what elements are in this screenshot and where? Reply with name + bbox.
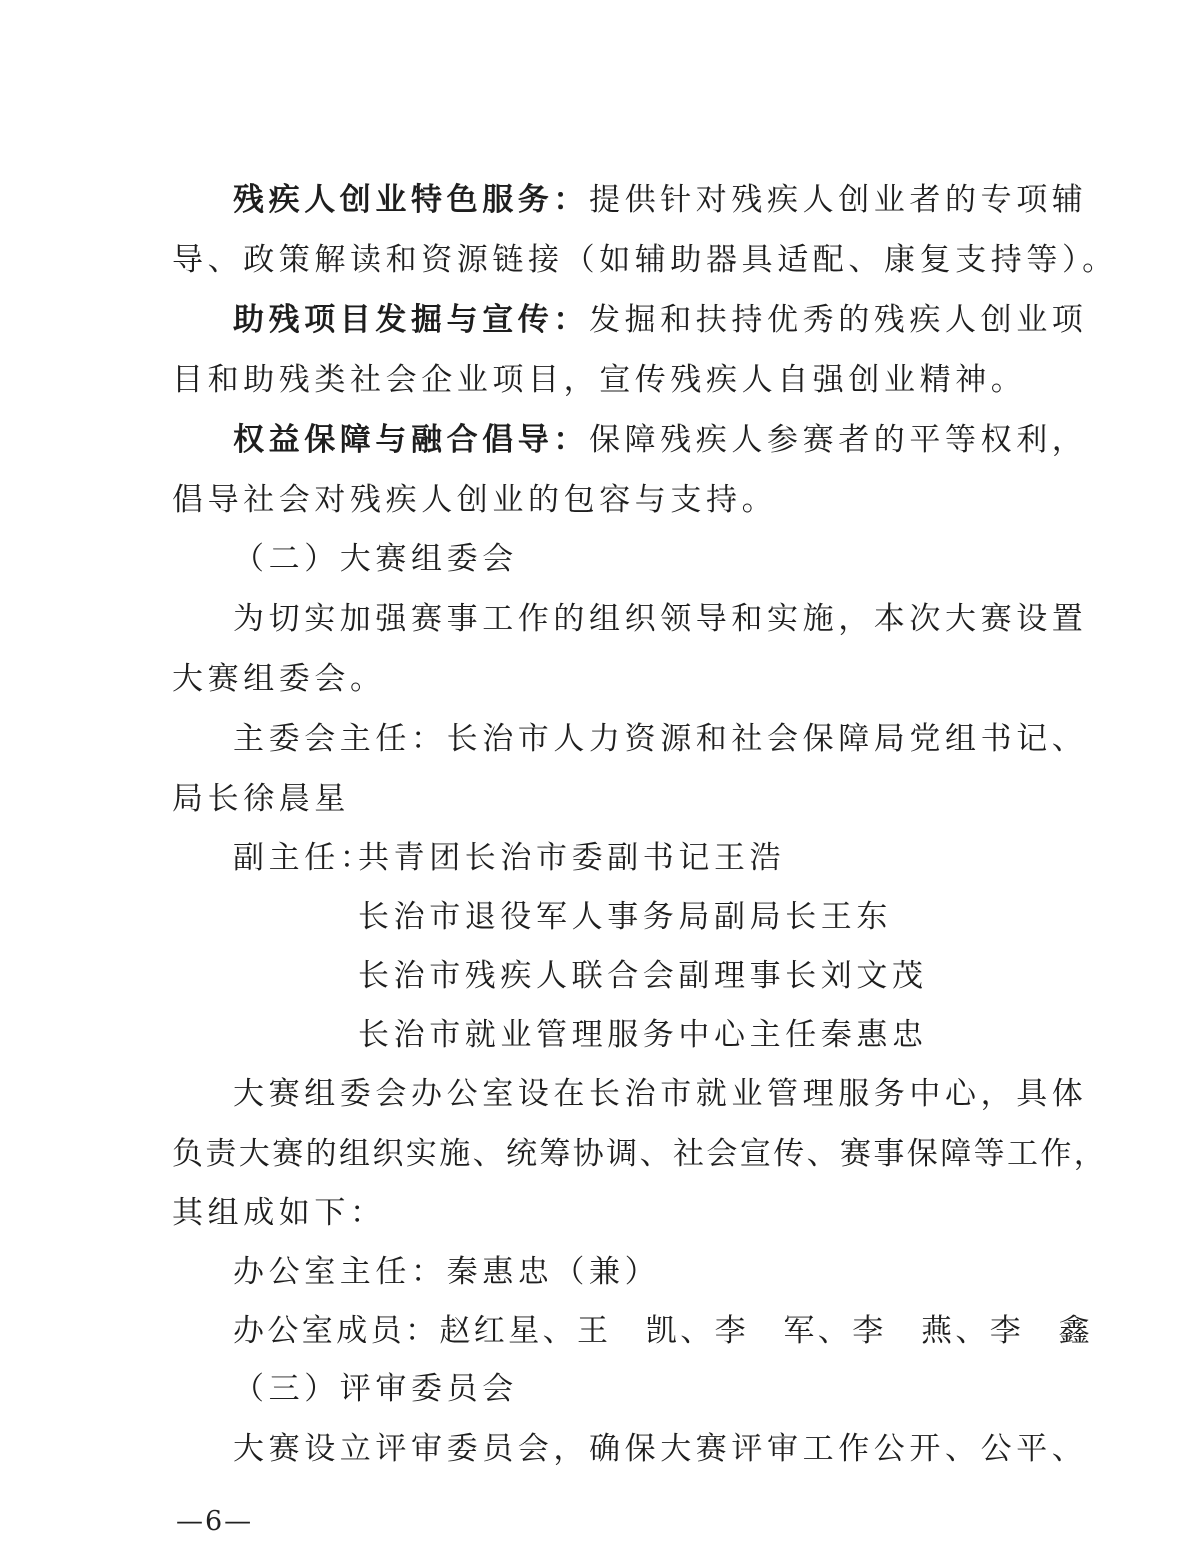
paragraph-line: 倡导社会对残疾人创业的包容与支持。	[172, 482, 778, 518]
vice-member: 共青团长治市委副书记王浩	[358, 840, 786, 876]
office-members: 办公室成员：赵红星、王 凯、李 军、李 燕、李 鑫	[233, 1313, 1093, 1349]
paragraph-line: 负责大赛的组织实施、统筹协调、社会宣传、赛事保障等工作，	[172, 1136, 1108, 1172]
paragraph-line: 目和助残类社会企业项目，宣传残疾人自强创业精神。	[172, 362, 1027, 398]
paragraph-line: 大赛组委会。	[172, 661, 386, 697]
paragraph-line: 局长徐晨星	[172, 781, 350, 817]
bold-lead: 残疾人创业特色服务：	[233, 182, 589, 218]
paragraph-line	[233, 418, 1087, 462]
text-span: 发掘和扶持优秀的残疾人创业项	[589, 302, 1088, 338]
page-number: —6—	[176, 1506, 254, 1537]
paragraph-line: 导、政策解读和资源链接（如辅助器具适配、康复支持等）。	[172, 242, 1118, 278]
text-span: 保障残疾人参赛者的平等权利，	[589, 422, 1088, 458]
vice-member: 长治市就业管理服务中心主任秦惠忠	[358, 1017, 928, 1053]
paragraph-line: 大赛设立评审委员会，确保大赛评审工作公开、公平、	[233, 1431, 1088, 1467]
section-heading: （三）评审委员会	[233, 1371, 518, 1407]
vice-label: 副主任：	[233, 840, 376, 876]
paragraph-line: 大赛组委会办公室设在长治市就业管理服务中心，具体	[233, 1076, 1088, 1112]
vice-member: 长治市退役军人事务局副局长王东	[358, 899, 892, 935]
text-span: 提供针对残疾人创业者的专项辅	[589, 182, 1088, 218]
paragraph-line: 为切实加强赛事工作的组织领导和实施，本次大赛设置	[233, 601, 1088, 637]
paragraph-line: 主委会主任：长治市人力资源和社会保障局党组书记、	[233, 721, 1088, 757]
section-heading: （二）大赛组委会	[233, 541, 518, 577]
bold-lead: 助残项目发掘与宣传：	[233, 302, 589, 338]
office-director: 办公室主任：秦惠忠（兼）	[233, 1254, 661, 1290]
paragraph-line	[233, 178, 1087, 222]
vice-member: 长治市残疾人联合会副理事长刘文茂	[358, 958, 928, 994]
paragraph-line	[233, 298, 1087, 342]
bold-lead: 权益保障与融合倡导：	[233, 422, 589, 458]
paragraph-line: 其组成如下：	[172, 1195, 386, 1231]
